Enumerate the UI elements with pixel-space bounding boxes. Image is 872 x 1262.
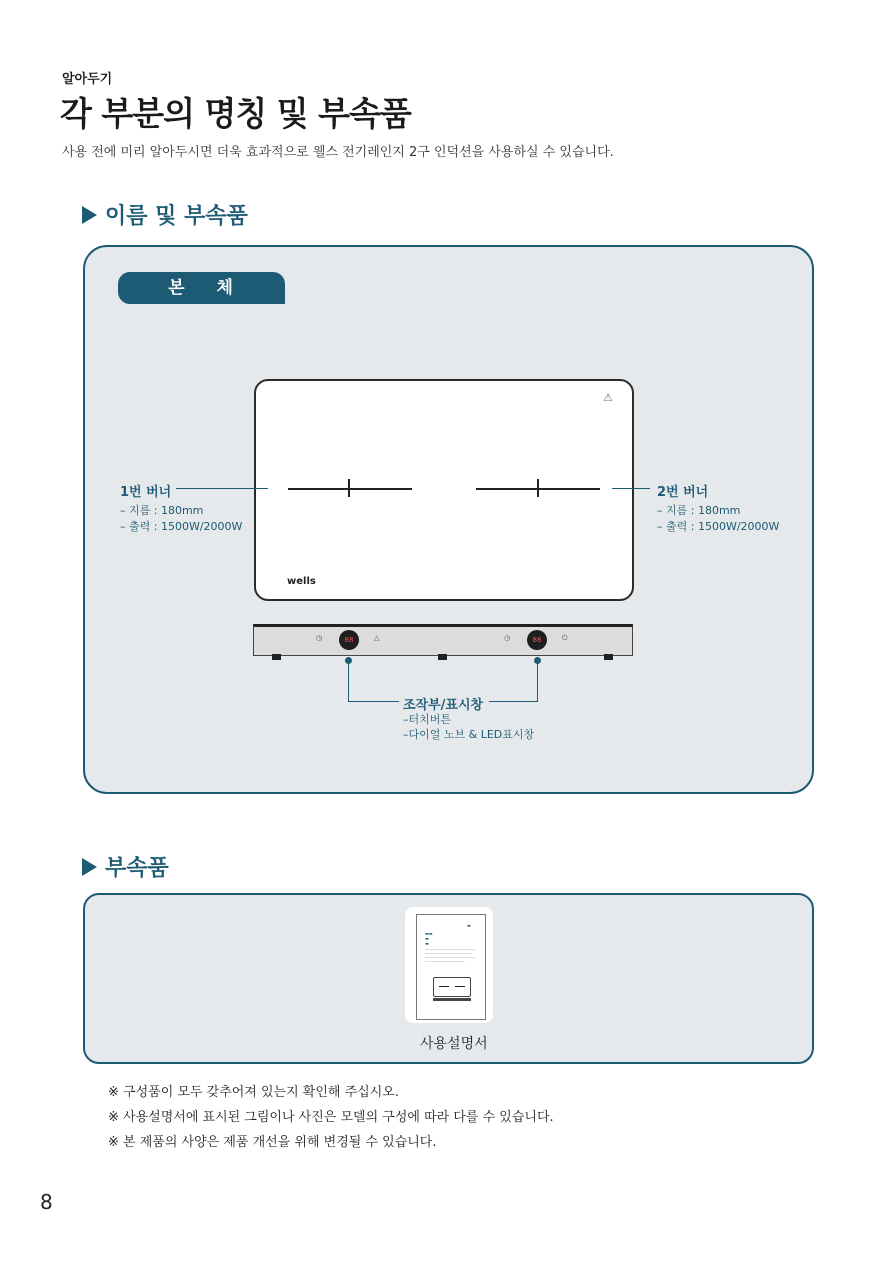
device-logo: wells bbox=[287, 576, 316, 587]
cooktop-front-view bbox=[253, 624, 633, 656]
kicker-label: 알아두기 bbox=[62, 72, 113, 87]
control-label-touch: –터치버튼 bbox=[403, 713, 452, 726]
burner1-mark-line bbox=[288, 488, 412, 490]
page-subtitle: 사용 전에 미리 알아두시면 더욱 효과적으로 웰스 전기레인지 2구 인덕션을 사용하실 수 있습니다. bbox=[62, 145, 614, 160]
booklet-text-line bbox=[425, 949, 475, 950]
section-heading-accessories-text: 부속품 bbox=[105, 856, 169, 881]
dial-knob-right: 88 bbox=[527, 630, 547, 650]
section-heading-accessories bbox=[82, 851, 169, 882]
burner2-leader-line bbox=[612, 488, 650, 489]
booklet-burner-mark bbox=[455, 986, 465, 987]
booklet-text-line bbox=[425, 957, 475, 958]
burner1-label-title: 1번 버너 bbox=[120, 485, 172, 500]
control-leader-left-vertical bbox=[348, 662, 349, 702]
booklet-cooktop-drawing bbox=[433, 977, 471, 997]
manual-caption: 사용설명서 bbox=[420, 1036, 488, 1052]
burner2-label-title: 2번 버너 bbox=[657, 485, 709, 500]
booklet-burner-mark bbox=[439, 986, 449, 987]
timer-icon-left: ◷ bbox=[316, 634, 323, 642]
triangle-bullet-icon bbox=[82, 858, 97, 876]
burner1-leader-line bbox=[176, 488, 268, 489]
foot-1 bbox=[272, 654, 281, 660]
page-number: 8 bbox=[40, 1190, 53, 1214]
burner2-label-diameter: – 지름 : 180mm bbox=[657, 504, 741, 517]
foot-3 bbox=[604, 654, 613, 660]
body-tab-left: 본 bbox=[168, 278, 187, 298]
triangle-bullet-icon bbox=[82, 206, 97, 224]
timer-icon-right: ◷ bbox=[504, 634, 511, 642]
manual-booklet-illustration bbox=[416, 914, 486, 1020]
control-label-title: 조작부/표시창 bbox=[403, 698, 484, 713]
body-tab-right: 체 bbox=[216, 278, 235, 298]
foot-2 bbox=[438, 654, 447, 660]
hot-surface-warning-icon: ⚠ bbox=[603, 391, 613, 404]
power-icon-right: ⏻ bbox=[562, 634, 568, 642]
note-3: ※ 본 제품의 사양은 제품 개선을 위해 변경될 수 있습니다. bbox=[108, 1135, 437, 1150]
booklet-brand-mark: ▬ bbox=[467, 923, 471, 928]
booklet-title-mark: ▬▬ ▬ ▬ bbox=[425, 931, 433, 946]
booklet-text-line bbox=[425, 961, 465, 962]
body-tab bbox=[118, 272, 285, 304]
control-label-dial: –다이얼 노브 & LED표시창 bbox=[403, 728, 535, 741]
cooktop-top-view bbox=[254, 379, 634, 601]
section-heading-names-text: 이름 및 부속품 bbox=[105, 204, 248, 229]
booklet-front-drawing bbox=[433, 998, 471, 1001]
burner1-label-diameter: – 지름 : 180mm bbox=[120, 504, 204, 517]
burner2-mark-tick bbox=[537, 479, 539, 497]
burner1-mark-tick bbox=[348, 479, 350, 497]
note-1: ※ 구성품이 모두 갖추어져 있는지 확인해 주십시오. bbox=[108, 1085, 399, 1100]
page-title: 각 부분의 명칭 및 부속품 bbox=[60, 94, 411, 133]
control-leader-left-horizontal bbox=[348, 701, 399, 702]
control-leader-right-horizontal bbox=[489, 701, 538, 702]
booklet-text-line bbox=[425, 953, 471, 954]
note-2: ※ 사용설명서에 표시된 그림이나 사진은 모델의 구성에 따라 다를 수 있습니다. bbox=[108, 1110, 554, 1125]
lock-icon-left: △ bbox=[374, 634, 380, 642]
dial-knob-left: 88 bbox=[339, 630, 359, 650]
burner1-label-power: – 출력 : 1500W/2000W bbox=[120, 520, 243, 533]
section-heading-names bbox=[82, 199, 248, 230]
control-leader-right-vertical bbox=[537, 662, 538, 702]
burner2-label-power: – 출력 : 1500W/2000W bbox=[657, 520, 780, 533]
